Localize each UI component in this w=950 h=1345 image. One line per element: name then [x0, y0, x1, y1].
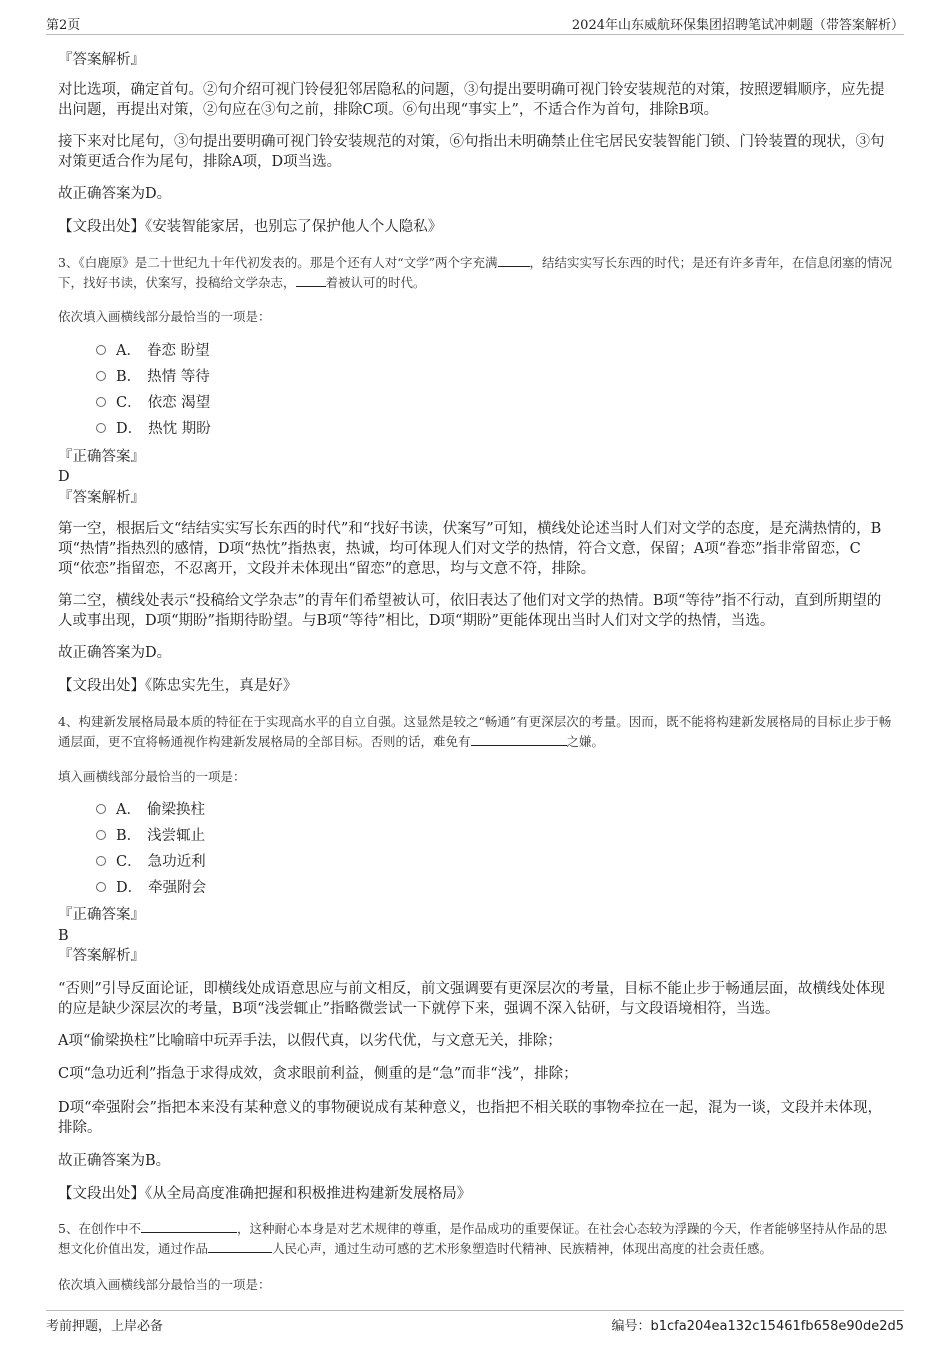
radio-icon[interactable]	[96, 882, 106, 892]
analysis-paragraph: 对比选项，确定首句。②句介绍可视门铃侵犯邻居隐私的问题，③句提出要明确可视门铃安装规范的对策，按照逻辑顺序，应先提出问题，再提出对策，②句应在③句之前，排除C项。⑥句出现“事实上”，不适合作为首句，排除B项。	[58, 82, 885, 118]
radio-icon[interactable]	[96, 830, 106, 840]
question-4-stem: 4、构建新发展格局最本质的特征在于实现高水平的自立自强。这显然是较之“畅通”有更深层次的考量。因而，既不能将构建新发展格局的目标止步于畅通层面，更不宜将畅通视作构建新发展格局的全部目标。否则的话，难免有 之嫌。	[58, 714, 892, 749]
option-d[interactable]: D． 牵强附会	[96, 878, 206, 898]
option-b[interactable]: B． 浅尝辄止	[96, 826, 205, 846]
analysis-paragraph: A项“偷梁换柱”比喻暗中玩弄手法，以假代真，以劣代优，与文意无关，排除；	[58, 1033, 562, 1049]
question-instruction: 依次填入画横线部分最恰当的一项是：	[58, 1277, 271, 1292]
radio-icon[interactable]	[96, 397, 106, 407]
analysis-paragraph: 第二空，横线处表示“投稿给文学杂志”的青年们希望被认可，依旧表达了他们对文学的热情。B项“等待”指不行动，直到所期望的人或事出现，D项“期盼”指期待盼望。与B项“等待”相比，D项“期盼”更能体现出当时人们对文学的热情，当选。	[58, 593, 882, 629]
question-instruction: 填入画横线部分最恰当的一项是：	[58, 769, 246, 784]
fill-blank	[208, 1239, 272, 1253]
analysis-label: 『答案解析』	[58, 52, 145, 68]
analysis-label: 『答案解析』	[58, 490, 145, 506]
analysis-paragraph: D项“牵强附会”指把本来没有某种意义的事物硬说成有某种意义，也指把不相关联的事物牵拉在一起，混为一谈，文段并未体现，排除。	[58, 1100, 882, 1136]
correct-answer: B	[58, 928, 69, 944]
fill-blank	[498, 253, 530, 267]
source-citation: 【文段出处】《安装智能家居，也别忘了保护他人个人隐私》	[58, 219, 443, 235]
answer-conclusion: 故正确答案为B。	[58, 1153, 171, 1169]
radio-icon[interactable]	[96, 804, 106, 814]
fill-blank	[296, 273, 326, 287]
analysis-paragraph: “否则”引导反面论证，即横线处成语意思应与前文相反，前文强调要有更深层次的考量，目标不能止步于畅通层面，故横线处体现的应是缺少深层次的考量，B项“浅尝辄止”指略微尝试一下就停下来，强调不深入钻研，与文段语境相符，当选。	[58, 981, 885, 1017]
radio-icon[interactable]	[96, 345, 106, 355]
source-citation: 【文段出处】《从全局高度准确把握和积极推进构建新发展格局》	[58, 1186, 472, 1202]
correct-answer: D	[58, 469, 70, 485]
answer-conclusion: 故正确答案为D。	[58, 645, 172, 661]
analysis-paragraph: C项“急功近利”指急于求得成效，贪求眼前利益，侧重的是“急”而非“浅”，排除；	[58, 1066, 578, 1082]
document-title: 2024年山东威航环保集团招聘笔试冲刺题（带答案解析）	[571, 18, 904, 33]
question-instruction: 依次填入画横线部分最恰当的一项是：	[58, 309, 271, 324]
correct-answer-label: 『正确答案』	[58, 907, 145, 923]
fill-blank	[471, 732, 567, 746]
option-c[interactable]: C． 依恋 渴望	[96, 393, 210, 413]
radio-icon[interactable]	[96, 856, 106, 866]
option-a[interactable]: A． 眷恋 盼望	[96, 341, 210, 361]
option-d[interactable]: D． 热忱 期盼	[96, 419, 211, 439]
question-3-stem: 3、《白鹿原》是二十世纪九十年代初发表的。那是个还有人对“文学”两个字充满 ，结结实实写长东西的时代；是还有许多青年，在信息闭塞的情况下，找好书读，伏案写，投稿给文学杂志， 着被认可的时代。	[58, 255, 893, 290]
option-a[interactable]: A． 偷梁换柱	[96, 800, 205, 820]
radio-icon[interactable]	[96, 423, 106, 433]
page-number: 第2页	[46, 18, 81, 33]
document-code: 编号：b1cfa204ea132c15461fb658e90de2d5	[611, 1319, 904, 1334]
footer-slogan: 考前押题，上岸必备	[46, 1319, 164, 1334]
question-5-stem: 5、在创作中不 ，这种耐心本身是对艺术规律的尊重，是作品成功的重要保证。在社会心态较为浮躁的今天，作者能够坚持从作品的思想文化价值出发，通过作品 人民心声，通过生动可感的艺术形象塑造时代精神、民族精神，体现出高度的社会责任感。	[58, 1221, 887, 1256]
option-c[interactable]: C． 急功近利	[96, 852, 206, 872]
correct-answer-label: 『正确答案』	[58, 449, 145, 465]
source-citation: 【文段出处】《陈忠实先生，真是好》	[58, 678, 298, 694]
fill-blank	[141, 1219, 237, 1233]
radio-icon[interactable]	[96, 371, 106, 381]
analysis-label: 『答案解析』	[58, 948, 145, 964]
analysis-paragraph: 接下来对比尾句，③句提出要明确可视门铃安装规范的对策，⑥句指出未明确禁止住宅居民安装智能门锁、门铃装置的现状，③句对策更适合作为尾句，排除A项，D项当选。	[58, 134, 885, 170]
page-header	[46, 12, 904, 35]
page-footer	[46, 1310, 904, 1341]
answer-conclusion: 故正确答案为D。	[58, 186, 172, 202]
analysis-paragraph: 第一空，根据后文“结结实实写长东西的时代”和“找好书读，伏案写”可知，横线处论述当时人们对文学的态度，是充满热情的，B项“热情”指热烈的感情，D项“热忱”指热衷，热诚，均可体现人们对文学的热情，符合文意，保留；A项“眷恋”指非常留恋，C项“依恋”指留恋，不忍离开，文段并未体现出“留恋”的意思，均与文意不符，排除。	[58, 521, 882, 577]
option-b[interactable]: B． 热情 等待	[96, 367, 210, 387]
